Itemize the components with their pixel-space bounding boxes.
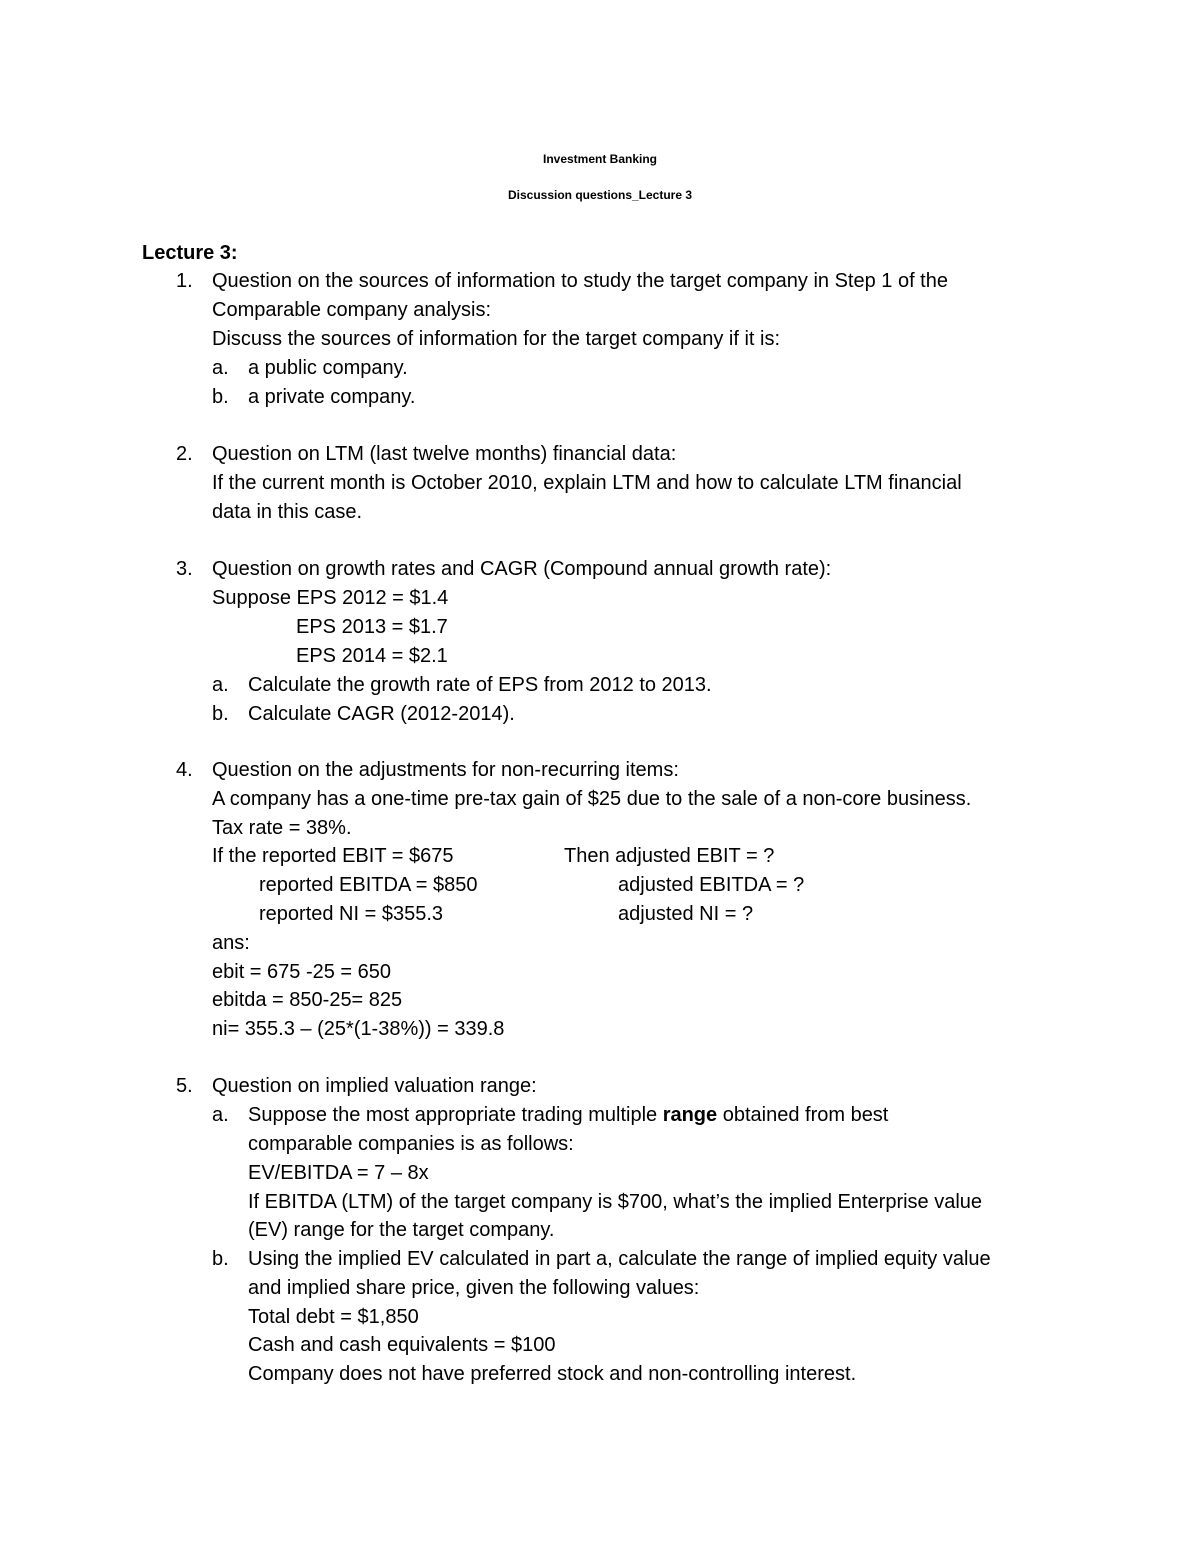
q5-b-line-3: Total debt = $1,850	[248, 1306, 419, 1328]
q5-number: 5.	[176, 1075, 193, 1097]
q3-a-text: Calculate the growth rate of EPS from 2012 to 2013.	[248, 674, 712, 696]
q4-answer-ni: ni= 355.3 – (25*(1-38%)) = 339.8	[212, 1018, 505, 1040]
q5-a-line-1-post: obtained from best	[717, 1104, 889, 1126]
q4-answer-ebit: ebit = 675 -25 = 650	[212, 961, 392, 983]
q5-b-line-1: Using the implied EV calculated in part a, calculate the range of implied equity value	[248, 1248, 991, 1270]
q5-a-line-5: (EV) range for the target company.	[248, 1219, 555, 1241]
q4-reported-ebit: If the reported EBIT = $675	[212, 845, 454, 867]
q4-reported-ni: reported NI = $355.3	[259, 903, 444, 925]
q2-number: 2.	[176, 443, 193, 465]
q5-b-line-2: and implied share price, given the following values:	[248, 1277, 700, 1299]
document-subtitle: Discussion questions_Lecture 3	[507, 188, 693, 202]
q4-answer-label: ans:	[212, 932, 250, 954]
q4-adjusted-ebit: Then adjusted EBIT = ?	[564, 845, 775, 867]
q3-line-2: Suppose EPS 2012 = $1.4	[212, 587, 449, 609]
q3-line-1: Question on growth rates and CAGR (Compound annual growth rate):	[212, 558, 832, 580]
document-title: Investment Banking	[542, 152, 658, 166]
q3-number: 3.	[176, 558, 193, 580]
q5-line-1: Question on implied valuation range:	[212, 1075, 537, 1097]
q3-line-4: EPS 2014 = $2.1	[296, 645, 448, 667]
q3-line-3: EPS 2013 = $1.7	[296, 616, 448, 638]
q3-b-label: b.	[212, 703, 229, 725]
q2-line-3: data in this case.	[212, 501, 363, 523]
q3-a-label: a.	[212, 674, 229, 696]
q1-b-text: a private company.	[248, 386, 416, 408]
q1-number: 1.	[176, 270, 193, 292]
q2-line-1: Question on LTM (last twelve months) financial data:	[212, 443, 677, 465]
q1-a-text: a public company.	[248, 357, 408, 379]
q5-a-range-emphasis: range	[662, 1104, 718, 1126]
section-label: Lecture 3:	[142, 242, 238, 264]
q4-answer-ebitda: ebitda = 850-25= 825	[212, 989, 403, 1011]
q4-reported-ebitda: reported EBITDA = $850	[259, 874, 478, 896]
q5-b-line-4: Cash and cash equivalents = $100	[248, 1334, 556, 1356]
q5-a-line-3: EV/EBITDA = 7 – 8x	[248, 1162, 429, 1184]
q5-a-line-4: If EBITDA (LTM) of the target company is $700, what’s the implied Enterprise value	[248, 1191, 983, 1213]
q1-line-2: Comparable company analysis:	[212, 299, 492, 321]
q4-line-2: A company has a one-time pre-tax gain of $25 due to the sale of a non-core business.	[212, 788, 972, 810]
q3-b-text: Calculate CAGR (2012-2014).	[248, 703, 515, 725]
q1-b-label: b.	[212, 386, 229, 408]
q1-line-1: Question on the sources of information to study the target company in Step 1 of the	[212, 270, 948, 292]
q2-line-2: If the current month is October 2010, explain LTM and how to calculate LTM financial	[212, 472, 962, 494]
q5-a-line-1	[248, 1102, 888, 1128]
q5-a-line-2: comparable companies is as follows:	[248, 1133, 574, 1155]
q4-adjusted-ebitda: adjusted EBITDA = ?	[618, 874, 805, 896]
q4-adjusted-ni: adjusted NI = ?	[618, 903, 754, 925]
q4-line-3: Tax rate = 38%.	[212, 817, 352, 839]
q1-line-3: Discuss the sources of information for the target company if it is:	[212, 328, 781, 350]
q5-a-line-1-pre: Suppose the most appropriate trading multiple	[248, 1104, 663, 1126]
q1-a-label: a.	[212, 357, 229, 379]
q4-number: 4.	[176, 759, 193, 781]
q4-line-1: Question on the adjustments for non-recurring items:	[212, 759, 679, 781]
q5-b-label: b.	[212, 1248, 229, 1270]
q5-a-label: a.	[212, 1104, 229, 1126]
q5-b-line-5: Company does not have preferred stock and non-controlling interest.	[248, 1363, 857, 1385]
